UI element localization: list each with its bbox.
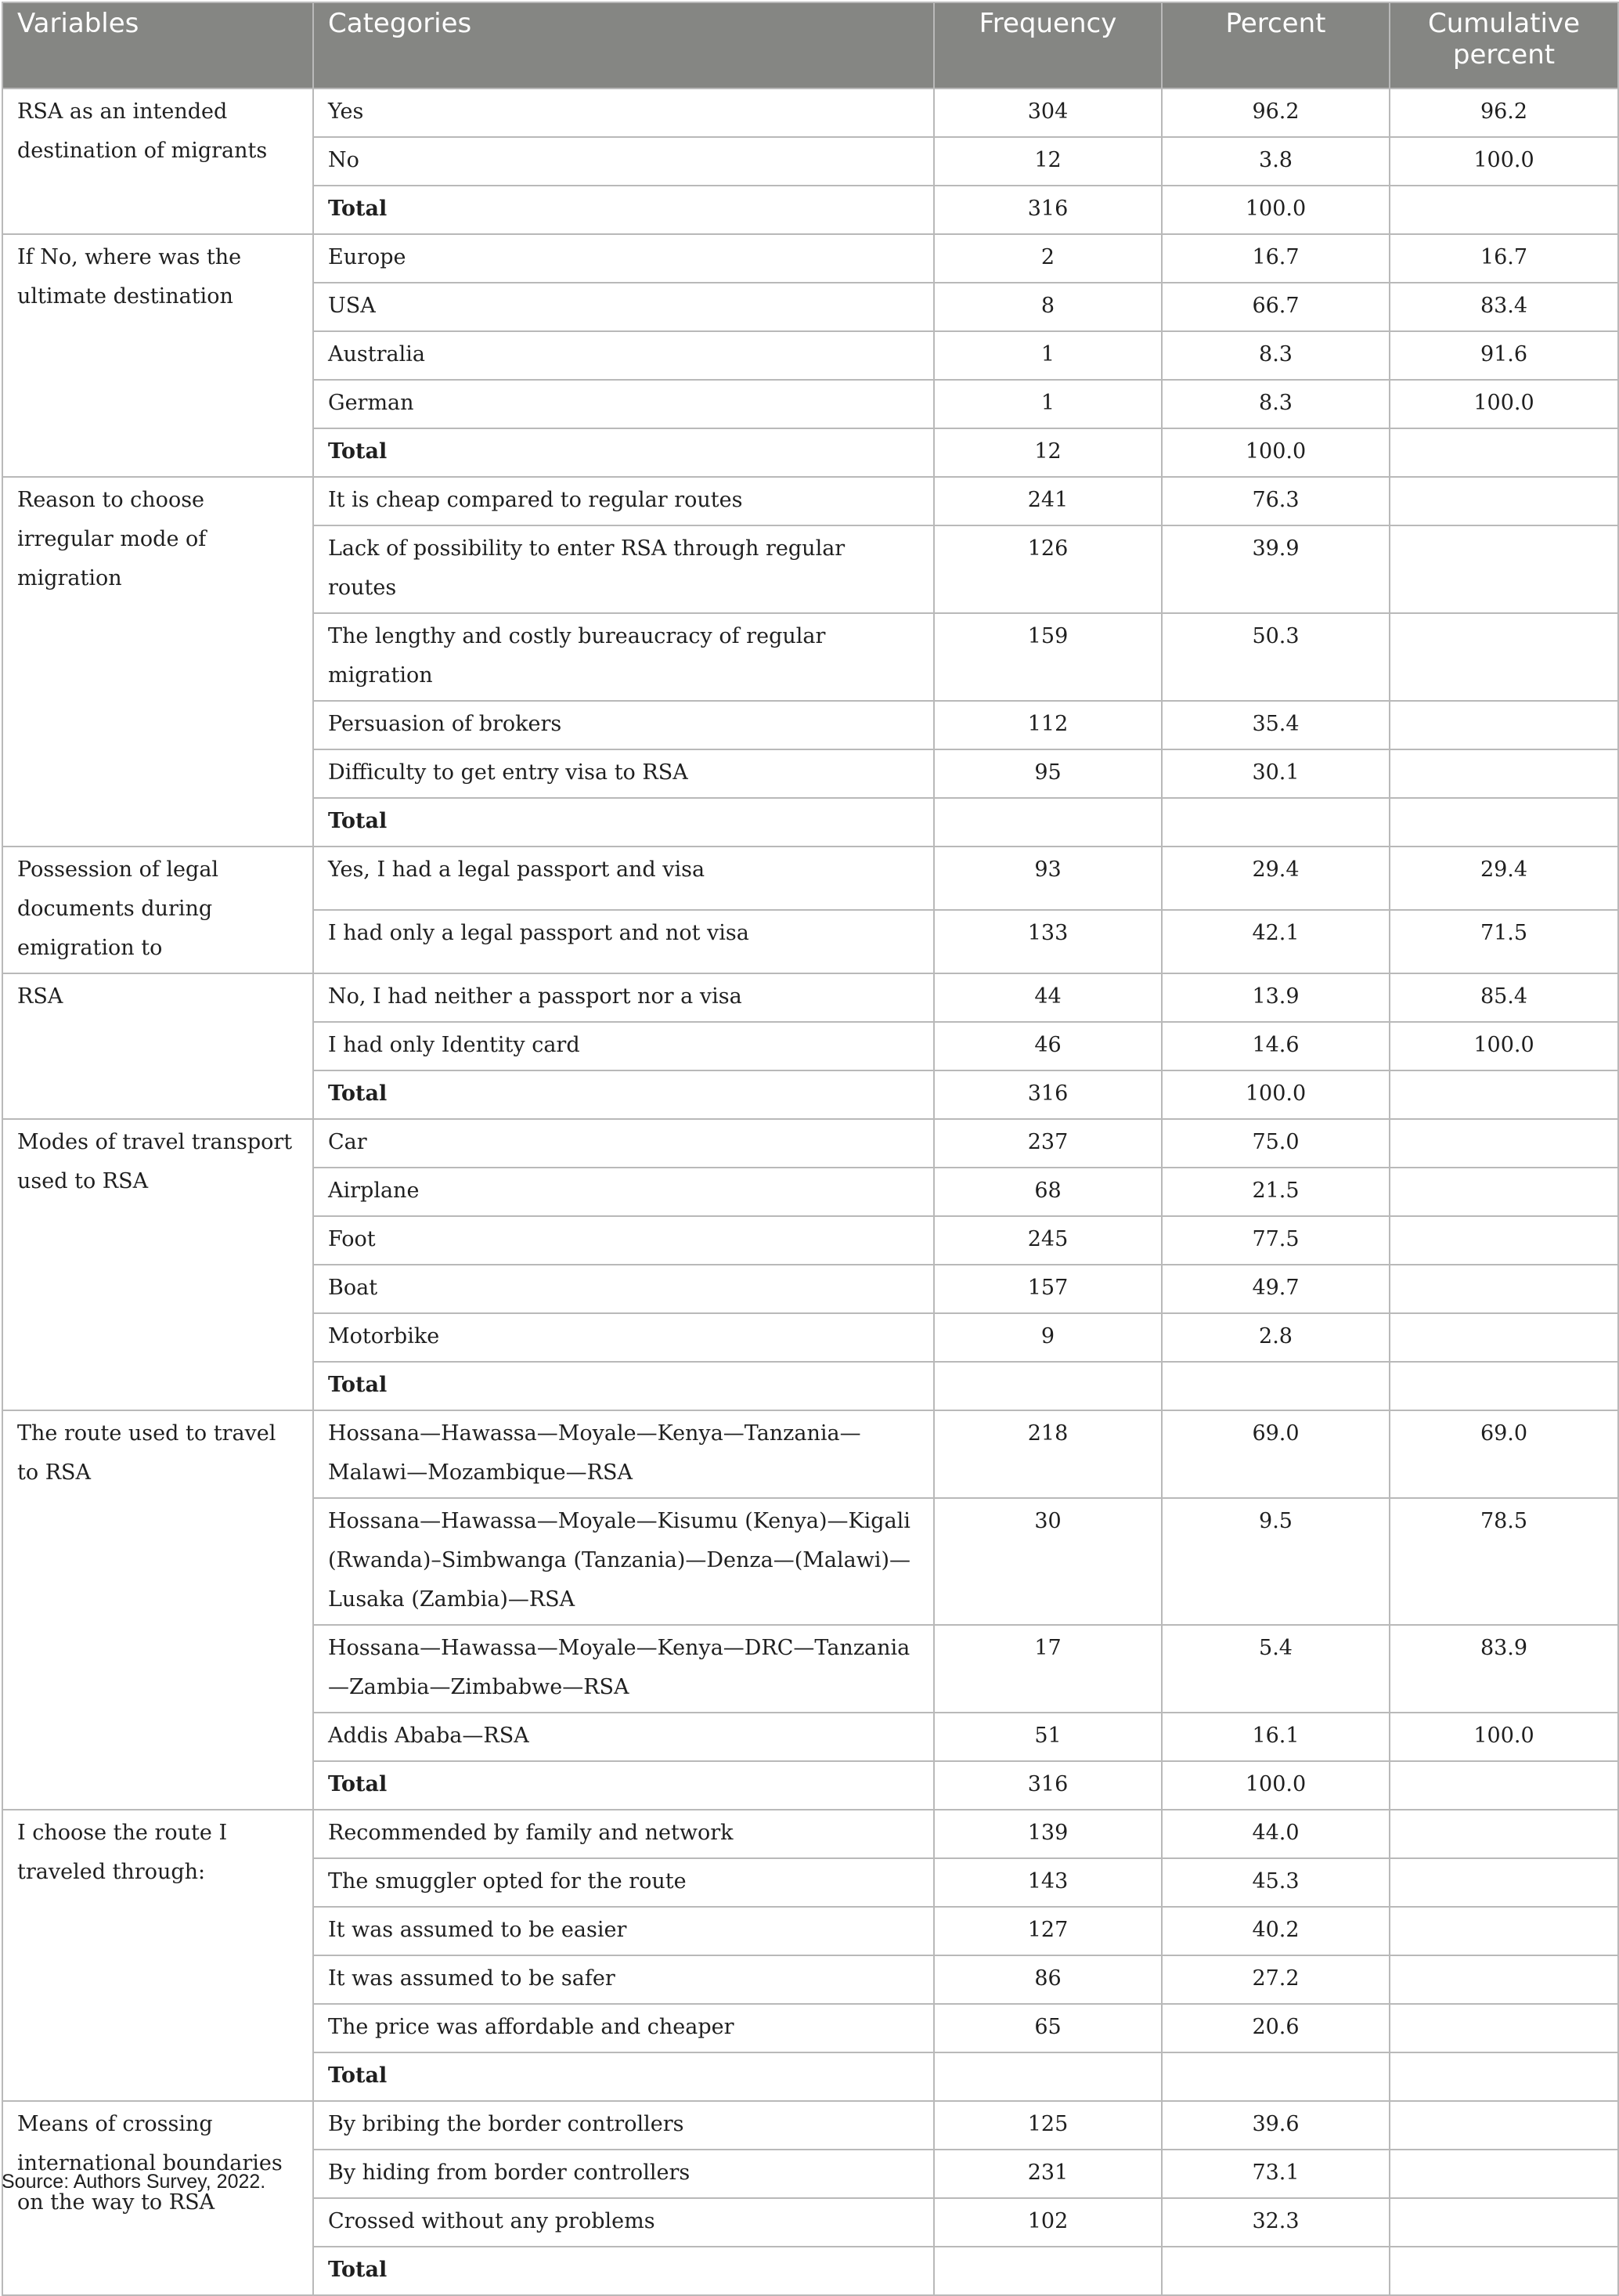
cell-frequency: 102 [934, 2198, 1162, 2247]
cell-category: Hossana—Hawassa—Moyale—Kenya—DRC—Tanzania—Zambia—Zimbabwe—RSA [313, 1625, 934, 1713]
cell-frequency: 30 [934, 1498, 1162, 1625]
table-row [2, 847, 1618, 910]
cell-frequency: 46 [934, 1022, 1162, 1070]
cell-cumulative-percent [1390, 749, 1618, 798]
cell-percent: 39.6 [1162, 2101, 1390, 2150]
cell-percent: 100.0 [1162, 428, 1390, 477]
cell-frequency: 304 [934, 88, 1162, 137]
cell-category: Total [313, 1070, 934, 1119]
cell-cumulative-percent [1390, 1313, 1618, 1362]
cell-cumulative-percent [1390, 1907, 1618, 1955]
cell-cumulative-percent: 83.4 [1390, 283, 1618, 331]
cell-frequency: 68 [934, 1168, 1162, 1216]
cell-category: Total [313, 186, 934, 234]
cell-variable: I choose the route I traveled through: [2, 1810, 313, 2101]
cell-frequency: 316 [934, 186, 1162, 234]
cell-frequency: 218 [934, 1410, 1162, 1498]
cell-frequency: 126 [934, 525, 1162, 613]
cell-cumulative-percent [1390, 1070, 1618, 1119]
cell-frequency: 316 [934, 1761, 1162, 1810]
cell-percent: 69.0 [1162, 1410, 1390, 1498]
cell-variable: The route used to travel to RSA [2, 1410, 313, 1810]
cell-cumulative-percent: 71.5 [1390, 910, 1618, 973]
cell-category: Total [313, 428, 934, 477]
table-row [2, 1810, 1618, 1858]
cell-category: Total [313, 1761, 934, 1810]
cell-percent: 30.1 [1162, 749, 1390, 798]
table-row [2, 1410, 1618, 1498]
cell-frequency: 157 [934, 1265, 1162, 1313]
cell-percent: 32.3 [1162, 2198, 1390, 2247]
cell-percent: 21.5 [1162, 1168, 1390, 1216]
cell-percent: 5.4 [1162, 1625, 1390, 1713]
table-row [2, 973, 1618, 1022]
cell-percent: 29.4 [1162, 847, 1390, 910]
cell-cumulative-percent [1390, 1955, 1618, 2004]
cell-category: Car [313, 1119, 934, 1168]
cell-cumulative-percent: 91.6 [1390, 331, 1618, 380]
cell-category: It was assumed to be easier [313, 1907, 934, 1955]
cell-cumulative-percent [1390, 2101, 1618, 2150]
cell-percent: 100.0 [1162, 186, 1390, 234]
cell-cumulative-percent [1390, 1761, 1618, 1810]
cell-frequency: 51 [934, 1713, 1162, 1761]
cell-category: Total [313, 2247, 934, 2295]
header-percent: Percent [1162, 2, 1390, 88]
cell-variable: RSA as an intended destination of migrants [2, 88, 313, 234]
cell-percent: 100.0 [1162, 1761, 1390, 1810]
cell-frequency [934, 2247, 1162, 2295]
cell-category: By hiding from border controllers [313, 2150, 934, 2198]
cell-cumulative-percent: 100.0 [1390, 380, 1618, 428]
cell-category: Yes, I had a legal passport and visa [313, 847, 934, 910]
cell-percent: 42.1 [1162, 910, 1390, 973]
cell-percent: 35.4 [1162, 701, 1390, 749]
cell-category: It was assumed to be safer [313, 1955, 934, 2004]
cell-frequency: 316 [934, 1070, 1162, 1119]
cell-frequency: 1 [934, 331, 1162, 380]
cell-category: Difficulty to get entry visa to RSA [313, 749, 934, 798]
cell-percent: 77.5 [1162, 1216, 1390, 1265]
cell-frequency [934, 2052, 1162, 2101]
cell-cumulative-percent [1390, 1810, 1618, 1858]
cell-cumulative-percent: 96.2 [1390, 88, 1618, 137]
data-table [2, 2, 1619, 2296]
cell-category: Lack of possibility to enter RSA through regular routes [313, 525, 934, 613]
cell-frequency: 159 [934, 613, 1162, 701]
cell-frequency: 125 [934, 2101, 1162, 2150]
cell-category: Total [313, 2052, 934, 2101]
cell-frequency [934, 1362, 1162, 1410]
cell-cumulative-percent [1390, 2004, 1618, 2052]
cell-frequency: 12 [934, 137, 1162, 186]
cell-frequency: 95 [934, 749, 1162, 798]
cell-percent [1162, 1362, 1390, 1410]
cell-cumulative-percent: 85.4 [1390, 973, 1618, 1022]
cell-category: Airplane [313, 1168, 934, 1216]
cell-percent: 96.2 [1162, 88, 1390, 137]
cell-percent: 14.6 [1162, 1022, 1390, 1070]
cell-percent [1162, 2052, 1390, 2101]
cell-percent: 49.7 [1162, 1265, 1390, 1313]
cell-percent: 9.5 [1162, 1498, 1390, 1625]
table-row [2, 477, 1618, 525]
cell-category: German [313, 380, 934, 428]
cell-cumulative-percent [1390, 1216, 1618, 1265]
cell-cumulative-percent [1390, 1858, 1618, 1907]
cell-variable: Means of crossing international boundaries on the way to RSA [2, 2101, 313, 2295]
header-categories: Categories [313, 2, 934, 88]
cell-percent: 45.3 [1162, 1858, 1390, 1907]
cell-frequency: 112 [934, 701, 1162, 749]
cell-variable: Reason to choose irregular mode of migration [2, 477, 313, 847]
cell-variable: Modes of travel transport used to RSA [2, 1119, 313, 1410]
data-table-container [2, 2, 1617, 2296]
cell-cumulative-percent: 83.9 [1390, 1625, 1618, 1713]
source-note: Source: Authors Survey, 2022. [2, 2171, 266, 2193]
cell-cumulative-percent: 16.7 [1390, 234, 1618, 283]
cell-cumulative-percent [1390, 1265, 1618, 1313]
table-body [2, 88, 1618, 2295]
cell-percent: 39.9 [1162, 525, 1390, 613]
cell-percent [1162, 798, 1390, 847]
cell-cumulative-percent [1390, 1362, 1618, 1410]
cell-cumulative-percent [1390, 2150, 1618, 2198]
cell-category: Crossed without any problems [313, 2198, 934, 2247]
header-variables: Variables [2, 2, 313, 88]
cell-percent: 16.1 [1162, 1713, 1390, 1761]
cell-percent: 50.3 [1162, 613, 1390, 701]
cell-frequency: 143 [934, 1858, 1162, 1907]
header-cumulative-percent: Cumulative percent [1390, 2, 1618, 88]
cell-cumulative-percent: 78.5 [1390, 1498, 1618, 1625]
cell-percent: 8.3 [1162, 380, 1390, 428]
cell-cumulative-percent [1390, 701, 1618, 749]
cell-category: USA [313, 283, 934, 331]
cell-frequency: 17 [934, 1625, 1162, 1713]
cell-cumulative-percent: 69.0 [1390, 1410, 1618, 1498]
table-row [2, 88, 1618, 137]
cell-frequency: 133 [934, 910, 1162, 973]
table-row [2, 1119, 1618, 1168]
cell-percent: 2.8 [1162, 1313, 1390, 1362]
cell-frequency [934, 798, 1162, 847]
cell-cumulative-percent: 29.4 [1390, 847, 1618, 910]
cell-frequency: 12 [934, 428, 1162, 477]
cell-category: By bribing the border controllers [313, 2101, 934, 2150]
cell-category: Foot [313, 1216, 934, 1265]
cell-category: I had only Identity card [313, 1022, 934, 1070]
cell-category: Boat [313, 1265, 934, 1313]
cell-percent: 8.3 [1162, 331, 1390, 380]
cell-category: Motorbike [313, 1313, 934, 1362]
cell-category: Hossana—Hawassa—Moyale—Kisumu (Kenya)—Kigali (Rwanda)–Simbwanga (Tanzania)—Denza—(Malawi)—Lusaka (Zambia)—RSA [313, 1498, 934, 1625]
cell-category: Australia [313, 331, 934, 380]
cell-category: No, I had neither a passport nor a visa [313, 973, 934, 1022]
cell-category: Europe [313, 234, 934, 283]
table-row [2, 234, 1618, 283]
cell-cumulative-percent [1390, 1168, 1618, 1216]
cell-frequency: 245 [934, 1216, 1162, 1265]
cell-frequency: 231 [934, 2150, 1162, 2198]
cell-category: Recommended by family and network [313, 1810, 934, 1858]
cell-percent: 44.0 [1162, 1810, 1390, 1858]
cell-percent [1162, 2247, 1390, 2295]
cell-frequency: 9 [934, 1313, 1162, 1362]
cell-cumulative-percent [1390, 2247, 1618, 2295]
cell-cumulative-percent [1390, 798, 1618, 847]
cell-category: The price was affordable and cheaper [313, 2004, 934, 2052]
cell-percent: 3.8 [1162, 137, 1390, 186]
cell-cumulative-percent: 100.0 [1390, 1022, 1618, 1070]
cell-category: I had only a legal passport and not visa [313, 910, 934, 973]
cell-category: Total [313, 798, 934, 847]
cell-frequency: 127 [934, 1907, 1162, 1955]
cell-cumulative-percent [1390, 613, 1618, 701]
cell-category: The smuggler opted for the route [313, 1858, 934, 1907]
cell-cumulative-percent: 100.0 [1390, 137, 1618, 186]
cell-category: The lengthy and costly bureaucracy of regular migration [313, 613, 934, 701]
cell-percent: 27.2 [1162, 1955, 1390, 2004]
cell-frequency: 44 [934, 973, 1162, 1022]
cell-cumulative-percent [1390, 525, 1618, 613]
cell-percent: 20.6 [1162, 2004, 1390, 2052]
cell-cumulative-percent [1390, 1119, 1618, 1168]
cell-frequency: 241 [934, 477, 1162, 525]
cell-percent: 75.0 [1162, 1119, 1390, 1168]
cell-cumulative-percent: 100.0 [1390, 1713, 1618, 1761]
cell-percent: 40.2 [1162, 1907, 1390, 1955]
cell-percent: 76.3 [1162, 477, 1390, 525]
cell-category: Total [313, 1362, 934, 1410]
cell-cumulative-percent [1390, 428, 1618, 477]
table-row [2, 2101, 1618, 2150]
header-row [2, 2, 1618, 88]
cell-frequency: 8 [934, 283, 1162, 331]
cell-frequency: 93 [934, 847, 1162, 910]
cell-variable: RSA [2, 973, 313, 1119]
cell-percent: 100.0 [1162, 1070, 1390, 1119]
cell-frequency: 1 [934, 380, 1162, 428]
cell-category: Persuasion of brokers [313, 701, 934, 749]
cell-category: Hossana—Hawassa—Moyale—Kenya—Tanzania—Malawi—Mozambique—RSA [313, 1410, 934, 1498]
cell-category: Yes [313, 88, 934, 137]
cell-percent: 13.9 [1162, 973, 1390, 1022]
cell-frequency: 86 [934, 1955, 1162, 2004]
cell-category: It is cheap compared to regular routes [313, 477, 934, 525]
cell-percent: 73.1 [1162, 2150, 1390, 2198]
cell-variable: Possession of legal documents during emigration to [2, 847, 313, 973]
cell-frequency: 2 [934, 234, 1162, 283]
cell-cumulative-percent [1390, 2052, 1618, 2101]
cell-cumulative-percent [1390, 477, 1618, 525]
cell-category: No [313, 137, 934, 186]
header-frequency: Frequency [934, 2, 1162, 88]
cell-cumulative-percent [1390, 2198, 1618, 2247]
cell-frequency: 237 [934, 1119, 1162, 1168]
cell-frequency: 139 [934, 1810, 1162, 1858]
cell-category: Addis Ababa—RSA [313, 1713, 934, 1761]
cell-variable: If No, where was the ultimate destination [2, 234, 313, 477]
cell-cumulative-percent [1390, 186, 1618, 234]
cell-percent: 16.7 [1162, 234, 1390, 283]
cell-percent: 66.7 [1162, 283, 1390, 331]
cell-frequency: 65 [934, 2004, 1162, 2052]
